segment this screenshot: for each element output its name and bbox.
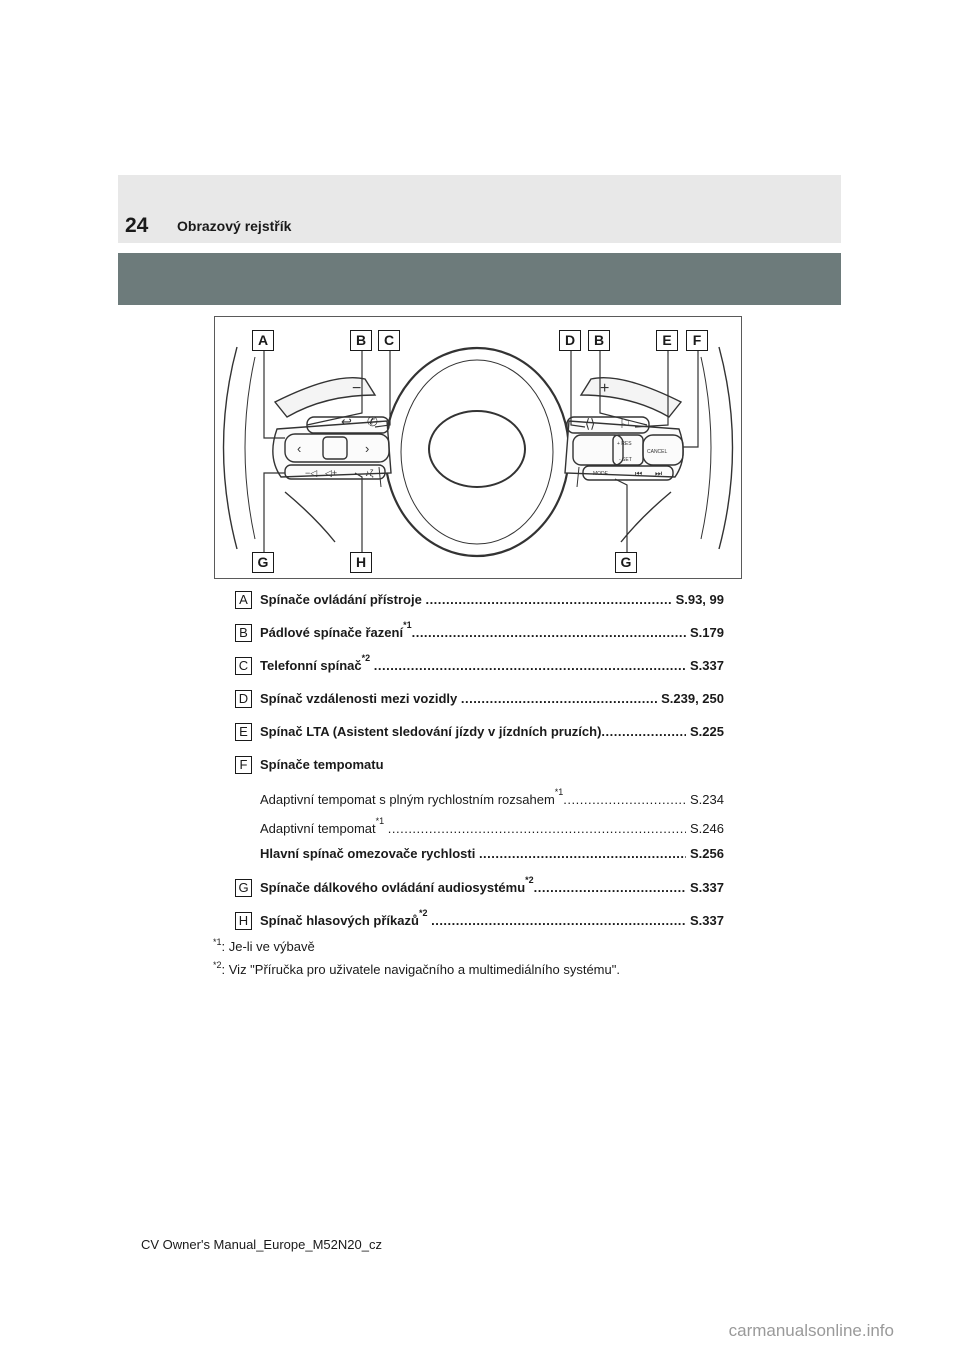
- callout-a: A: [252, 330, 274, 351]
- footnote-text: : Viz "Příručka pro uživatele navigačního a multimediálního systému".: [221, 962, 620, 977]
- svg-text:−: −: [352, 380, 362, 397]
- index-label: Spínač vzdálenosti mezi vozidly: [260, 691, 458, 706]
- index-label: Spínač hlasových příkazů: [260, 913, 419, 928]
- footnote-mark: *1: [213, 937, 222, 947]
- callout-d: D: [559, 330, 581, 351]
- sub-label: Adaptivní tempomat: [260, 821, 376, 836]
- footer-doc-id: CV Owner's Manual_Europe_M52N20_cz: [141, 1237, 382, 1252]
- svg-text:‹: ‹: [297, 441, 302, 456]
- steering-wheel-figure: [214, 316, 742, 579]
- svg-text:CANCEL: CANCEL: [647, 449, 668, 455]
- index-letter: H: [235, 912, 252, 930]
- index-item-d: [235, 690, 724, 712]
- steering-wheel-illustration: [215, 317, 741, 578]
- svg-text:MODE: MODE: [593, 471, 608, 477]
- footnote-mark: *2: [525, 875, 534, 885]
- svg-text:- SET: - SET: [619, 457, 632, 463]
- svg-text:↩: ↩: [341, 414, 352, 429]
- svg-text:✆: ✆: [367, 414, 378, 429]
- footnote-mark: *1: [554, 787, 564, 797]
- svg-text:♪ζ: ♪ζ: [365, 468, 374, 478]
- cruise-sub-item: [260, 787, 724, 807]
- index-label: Spínače tempomatu: [260, 757, 384, 772]
- cruise-sub-item: [260, 846, 724, 861]
- page-ref-link[interactable]: S.239, 250: [661, 691, 724, 706]
- page-ref-link[interactable]: S.337: [690, 880, 724, 895]
- svg-text:+ RES: + RES: [617, 441, 632, 447]
- index-item-b: [235, 620, 724, 646]
- page-ref-link[interactable]: S.256: [690, 846, 724, 861]
- index-letter: A: [235, 591, 252, 609]
- page-number: 24: [125, 214, 149, 237]
- page-ref-link[interactable]: S.337: [690, 913, 724, 928]
- index-letter: F: [235, 756, 252, 774]
- index-item-f: [235, 756, 724, 778]
- index-label: Spínače ovládání přístroje: [260, 592, 422, 607]
- section-bar: [118, 253, 841, 305]
- page-ref-link[interactable]: S.93, 99: [675, 592, 724, 607]
- footnote-1: [213, 939, 315, 954]
- footnote-mark: *1: [403, 620, 412, 630]
- callout-h: H: [350, 552, 372, 573]
- index-label: Telefonní spínač: [260, 658, 362, 673]
- callout-g-right: G: [615, 552, 637, 573]
- callout-b: B: [350, 330, 372, 351]
- svg-text:+: +: [600, 380, 610, 397]
- index-letter: C: [235, 657, 252, 675]
- index-letter: D: [235, 690, 252, 708]
- section-title: Obrazový rejstřík: [177, 218, 292, 234]
- page-ref-link[interactable]: S.246: [690, 821, 724, 836]
- svg-text:⏭: ⏭: [655, 469, 663, 478]
- index-letter: E: [235, 723, 252, 741]
- callout-e: E: [656, 330, 678, 351]
- svg-text:⚐: ⚐: [619, 416, 631, 431]
- footnote-2: [213, 962, 620, 977]
- svg-text:⏮: ⏮: [635, 469, 643, 478]
- watermark: carmanualsonline.info: [728, 1321, 894, 1340]
- index-label: Spínače dálkového ovládání audiosystému: [260, 880, 526, 895]
- svg-text:⟨⟩: ⟨⟩: [585, 416, 596, 431]
- index-item-g: [235, 875, 724, 901]
- index-label: Pádlové spínače řazení: [260, 625, 404, 640]
- footnote-mark: *1: [375, 816, 385, 826]
- cruise-sub-item: [260, 816, 724, 836]
- footnote-mark: *2: [361, 653, 371, 663]
- sub-label: Adaptivní tempomat s plným rychlostním rozsahem: [260, 792, 555, 807]
- page-ref-link[interactable]: S.225: [690, 724, 724, 739]
- index-item-a: [235, 591, 724, 613]
- index-letter: G: [235, 879, 252, 897]
- index-letter: B: [235, 624, 252, 642]
- index-label: Spínač LTA (Asistent sledování jízdy v jízdních pruzích): [260, 724, 602, 739]
- callout-f: F: [686, 330, 708, 351]
- index-item-c: [235, 653, 724, 679]
- index-item-h: [235, 908, 724, 934]
- callout-b-right: B: [588, 330, 610, 351]
- svg-text:›: ›: [365, 441, 370, 456]
- callout-g: G: [252, 552, 274, 573]
- page-ref-link[interactable]: S.337: [690, 658, 724, 673]
- footnote-mark: *2: [213, 960, 222, 970]
- page-ref-link[interactable]: S.179: [690, 625, 724, 640]
- page-ref-link[interactable]: S.234: [690, 792, 724, 807]
- footnote-mark: *2: [418, 908, 428, 918]
- callout-c: C: [378, 330, 400, 351]
- svg-text:◁+: ◁+: [325, 468, 338, 478]
- svg-text:−◁: −◁: [305, 468, 318, 478]
- sub-label: Hlavní spínač omezovače rychlosti: [260, 846, 476, 861]
- index-item-e: [235, 723, 724, 745]
- footnote-text: : Je-li ve výbavě: [221, 939, 315, 954]
